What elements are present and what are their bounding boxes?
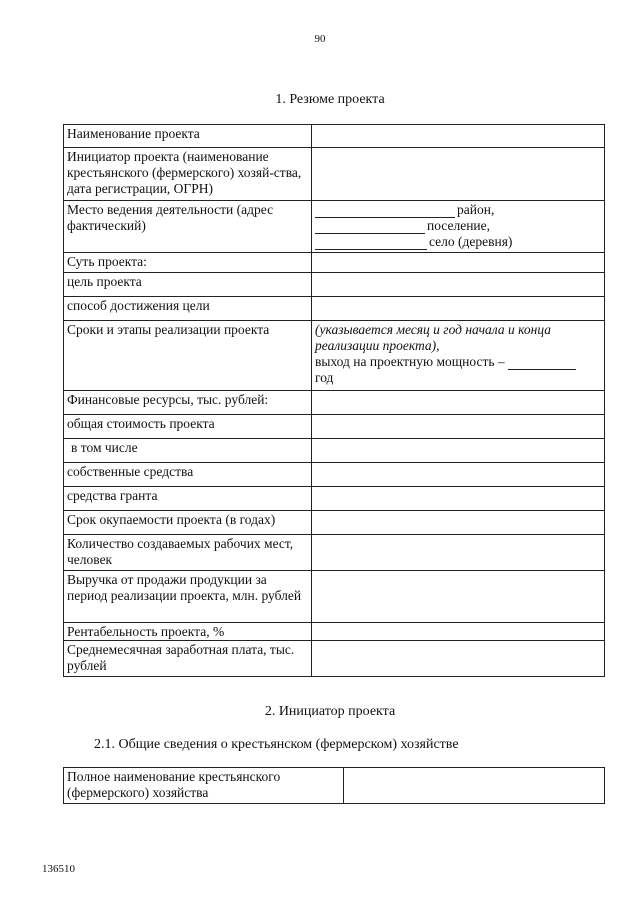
financial-resources-field[interactable] (312, 391, 605, 415)
table-row (64, 125, 605, 148)
row-label: цель проекта (64, 273, 312, 297)
table-row (64, 535, 605, 571)
table-row (64, 415, 605, 439)
table-row (64, 487, 605, 511)
capacity-label: выход на проектную мощность – (315, 354, 505, 369)
row-label: Выручка от продажи продукции за период реализации проекта, млн. рублей (64, 571, 312, 623)
profitability-field[interactable] (312, 623, 605, 641)
table-row (64, 297, 605, 321)
table-row (64, 571, 605, 623)
row-label: Суть проекта: (64, 253, 312, 273)
timing-hint: (указывается месяц и год начала и конца реализации проекта), (315, 322, 552, 353)
row-label: Срок окупаемости проекта (в годах) (64, 511, 312, 535)
jobs-count-field[interactable] (312, 535, 605, 571)
average-salary-field[interactable] (312, 641, 605, 677)
row-label: Место ведения деятельности (адрес фактический) (64, 201, 312, 253)
row-label: способ достижения цели (64, 297, 312, 321)
row-label: собственные средства (64, 463, 312, 487)
district-label: район, (457, 202, 495, 217)
project-timing-field[interactable] (312, 321, 605, 391)
table-row (64, 201, 605, 253)
row-label-cell (64, 439, 312, 463)
section-2-1-title: 2.1. Общие сведения о крестьянском (фермерском) хозяйстве (94, 737, 459, 752)
revenue-field[interactable] (312, 571, 605, 623)
section-2-title: 2. Инициатор проекта (264, 704, 396, 719)
own-funds-field[interactable] (312, 463, 605, 487)
capacity-year-blank[interactable] (508, 357, 576, 370)
village-label: село (деревня) (429, 234, 513, 249)
payback-period-field[interactable] (312, 511, 605, 535)
farm-info-table (63, 767, 605, 804)
activity-location-field[interactable] (312, 201, 605, 253)
project-goal-field[interactable] (312, 273, 605, 297)
row-label: Полное наименование крестьянского (фермерского) хозяйства (64, 768, 344, 804)
row-label: средства гранта (64, 487, 312, 511)
row-label: Финансовые ресурсы, тыс. рублей: (64, 391, 312, 415)
row-label: в том числе (71, 440, 138, 455)
row-label: Сроки и этапы реализации проекта (64, 321, 312, 391)
table-row (64, 641, 605, 677)
section-1-title: 1. Резюме проекта (275, 92, 385, 107)
document-code: 136510 (42, 863, 75, 875)
total-cost-field[interactable] (312, 415, 605, 439)
row-label: Количество создаваемых рабочих мест, человек (64, 535, 312, 571)
row-label: Инициатор проекта (наименование крестьянского (фермерского) хозяй-ства, дата регистрации, ОГРН) (64, 148, 312, 201)
grant-funds-field[interactable] (312, 487, 605, 511)
project-summary-table (63, 124, 605, 677)
year-label: год (315, 370, 334, 385)
row-label: Наименование проекта (64, 125, 312, 148)
row-label: Среднемесячная заработная плата, тыс. рублей (64, 641, 312, 677)
row-label: общая стоимость проекта (64, 415, 312, 439)
table-row (64, 768, 605, 804)
table-row (64, 439, 605, 463)
table-row (64, 623, 605, 641)
project-name-field[interactable] (312, 125, 605, 148)
table-row (64, 273, 605, 297)
table-row (64, 391, 605, 415)
village-blank[interactable] (315, 237, 427, 250)
project-essence-field[interactable] (312, 253, 605, 273)
project-initiator-field[interactable] (312, 148, 605, 201)
table-row (64, 511, 605, 535)
farm-full-name-field[interactable] (344, 768, 605, 804)
district-blank[interactable] (315, 205, 455, 218)
settlement-blank[interactable] (315, 221, 425, 234)
including-field[interactable] (312, 439, 605, 463)
table-row (64, 321, 605, 391)
settlement-label: поселение, (427, 218, 491, 233)
table-row (64, 253, 605, 273)
page-number: 90 (314, 33, 326, 45)
table-row (64, 148, 605, 201)
goal-method-field[interactable] (312, 297, 605, 321)
row-label: Рентабельность проекта, % (64, 623, 312, 641)
table-row (64, 463, 605, 487)
